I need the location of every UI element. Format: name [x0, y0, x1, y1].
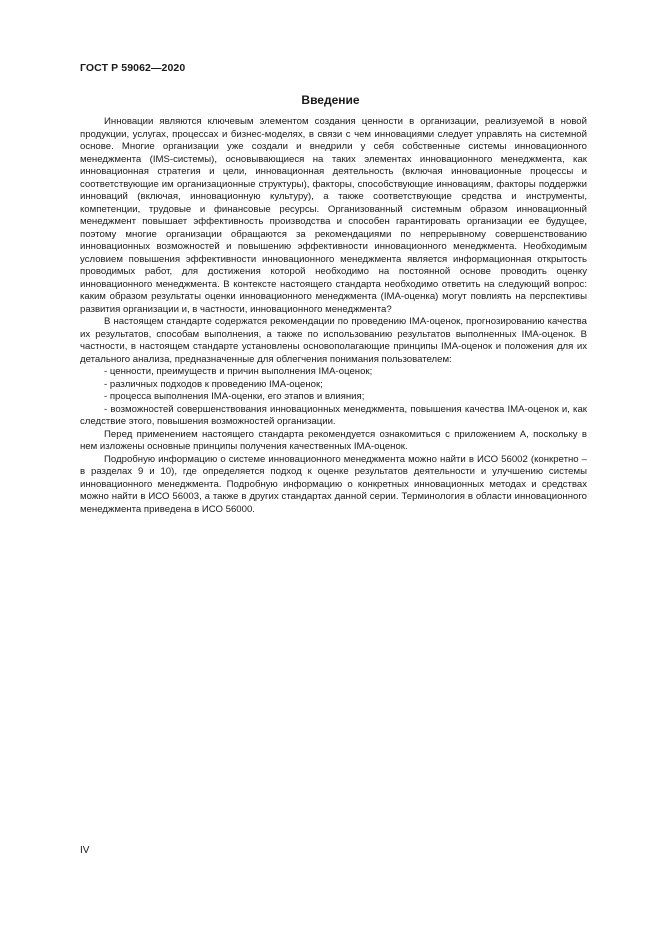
list-item: - возможностей совершенствования инновационных менеджмента, повышения качества IMA-оценок и, как следствие этого, повышения возможностей организации.	[80, 403, 587, 427]
section-title: Введение	[301, 93, 360, 107]
paragraph: Подробную информацию о системе инновационного менеджмента можно найти в ИСО 56002 (конкретно – в разделах 9 и 10), где определяется подход к оценке результатов деятельности и улучшению системы инновационного менеджмента. Подробную информацию о конкретных инновационных методах и средствах можно найти в ИСО 56003, а также в других стандартах данной серии. Терминология в области инновационного менеджмента приведена в ИСО 56000.	[80, 453, 587, 515]
paragraph: В настоящем стандарте содержатся рекомендации по проведению IMA-оценок, прогнозированию качества их результатов, способам выполнения, а также по использованию результатов выполненных IMA-оценок. В частности, в настоящем стандарте установлены основополагающие принципы IMA-оценок и положения для их детального анализа, предназначенные для облегчения понимания пользователем:	[80, 316, 587, 365]
paragraph: Инновации являются ключевым элементом создания ценности в организации, реализуемой в новой продукции, услугах, процессах и бизнес-моделях, в связи с чем инновациями следует управлять на системной основе. Многие организации уже создали и внедрили у себя собственные системы инновационного менеджмента (IMS-системы), основывающиеся на таких элементах инновационного менеджмента, как инновационная стратегия и цели, инновационная деятельность (включая инновационные процессы и соответствующие им организационные структуры), факторы, способствующие инновациям, факторы поддержки инноваций (включая, инновационную культуру), а также соответствующие средства и инструменты, компетенции, трудовые и финансовые ресурсы. Организованный системным образом инновационный менеджмент повышает эффективность производства и способен гарантировать организации ее будущее, поэтому многие организации обращаются за рекомендациями по непрерывному совершенствованию инновационных возможностей и повышению эффективности инновационного менеджмента. Необходимым условием повышения эффективности инновационного менеджмента является информационная открытость проводимых работ, для достижения которой необходимо на постоянной основе проводить оценку инновационного менеджмента. В контексте настоящего стандарта необходимо ответить на следующий вопрос: каким образом результаты оценки инновационного менеджмента (IMA-оценка) могут повлиять на перспективы развития организации и, в частности, инновационного менеджмента?	[80, 116, 587, 315]
document-header: ГОСТ Р 59062—2020	[80, 62, 186, 74]
document-body	[80, 116, 587, 516]
list-item: - различных подходов к проведению IMA-оценок;	[104, 378, 323, 390]
list-item: - процесса выполнения IMA-оценки, его этапов и влияния;	[104, 391, 365, 402]
page-number: IV	[80, 845, 90, 856]
list-item: - ценности, преимуществ и причин выполнения IMA-оценок;	[104, 366, 373, 377]
paragraph: Перед применением настоящего стандарта рекомендуется ознакомиться с приложением А, поскольку в нем изложены основные принципы получения качественных IMA-оценок.	[80, 428, 587, 452]
